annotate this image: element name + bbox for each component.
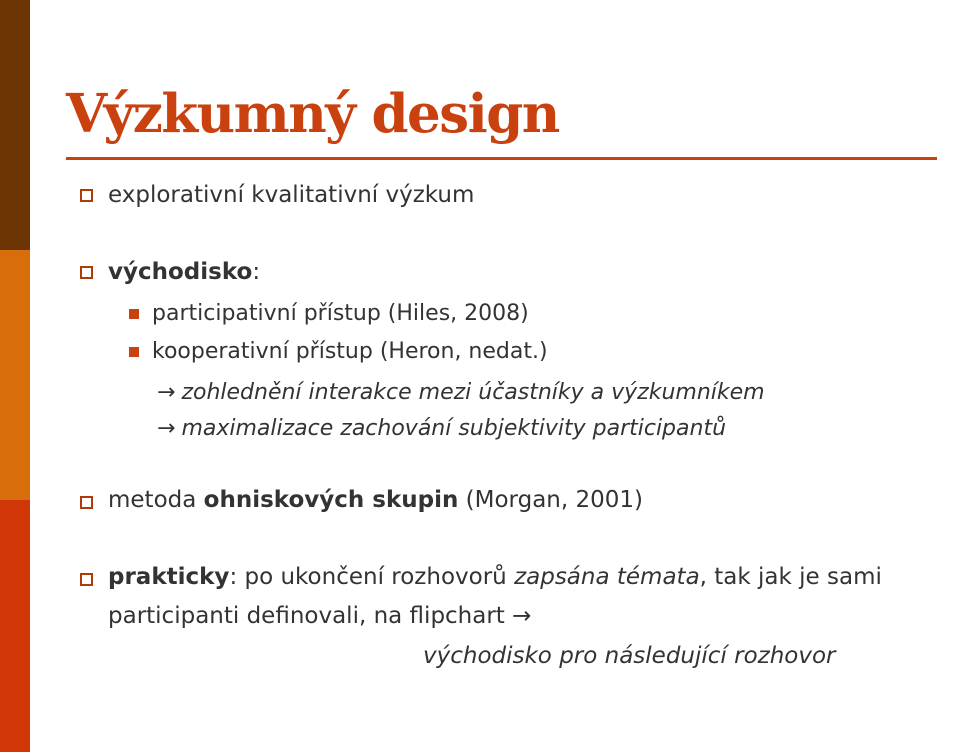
list-item-bold-text: prakticky <box>108 564 230 590</box>
list-item-text-tail: , tak jak je sami <box>699 564 882 590</box>
list-item-italic-text: východisko pro následující rozhovor <box>423 643 836 669</box>
list-item-prakticky <box>108 562 882 592</box>
sidebar-stripe-bottom <box>0 500 30 752</box>
list-item-text: metoda <box>108 487 204 513</box>
list-item-prakticky-line3 <box>423 641 836 671</box>
arrow-item-maximalizace <box>157 414 726 444</box>
list-item-explorative <box>108 180 474 210</box>
list-item-bold-text: ohniskových skupin <box>203 487 459 513</box>
sidebar-stripe-top <box>0 0 30 250</box>
list-item-text: : po ukončení rozhovorů <box>229 564 515 590</box>
list-item-text-citation: (Morgan, 2001) <box>458 487 643 513</box>
right-arrow-icon: → <box>157 416 176 441</box>
hollow-square-bullet-icon <box>80 496 93 509</box>
sidebar-stripe-middle <box>0 250 30 500</box>
right-arrow-icon: → <box>157 380 176 405</box>
sub-item-kooperativni <box>152 337 548 367</box>
arrow-item-zohledneni <box>157 378 765 408</box>
hollow-square-bullet-icon <box>80 573 93 586</box>
arrow-item-text: maximalizace zachování subjektivity participantů <box>181 416 727 441</box>
list-item-vychodisko <box>108 257 260 287</box>
list-item-text: : <box>252 259 261 285</box>
hollow-square-bullet-icon <box>80 189 93 202</box>
right-arrow-icon: → <box>512 603 532 629</box>
filled-square-bullet-icon <box>129 309 139 319</box>
arrow-item-text: zohlednění interakce mezi účastníky a výzkumníkem <box>181 380 765 405</box>
slide-title: Výzkumný design <box>66 83 559 145</box>
list-item-bold-text: východisko <box>108 259 253 285</box>
list-item-prakticky-line2 <box>108 601 537 631</box>
sub-item-participativni <box>152 299 529 329</box>
sub-item-text: participativní přístup (Hiles, 2008) <box>152 301 529 326</box>
hollow-square-bullet-icon <box>80 266 93 279</box>
title-underline <box>66 157 937 160</box>
list-item-italic-text: zapsána témata <box>514 564 700 590</box>
list-item-text: explorativní kvalitativní výzkum <box>108 182 475 208</box>
sub-item-text: kooperativní přístup (Heron, nedat.) <box>152 339 548 364</box>
filled-square-bullet-icon <box>129 347 139 357</box>
list-item-metoda <box>108 485 643 515</box>
list-item-text: participanti definovali, na flipchart <box>108 603 505 629</box>
